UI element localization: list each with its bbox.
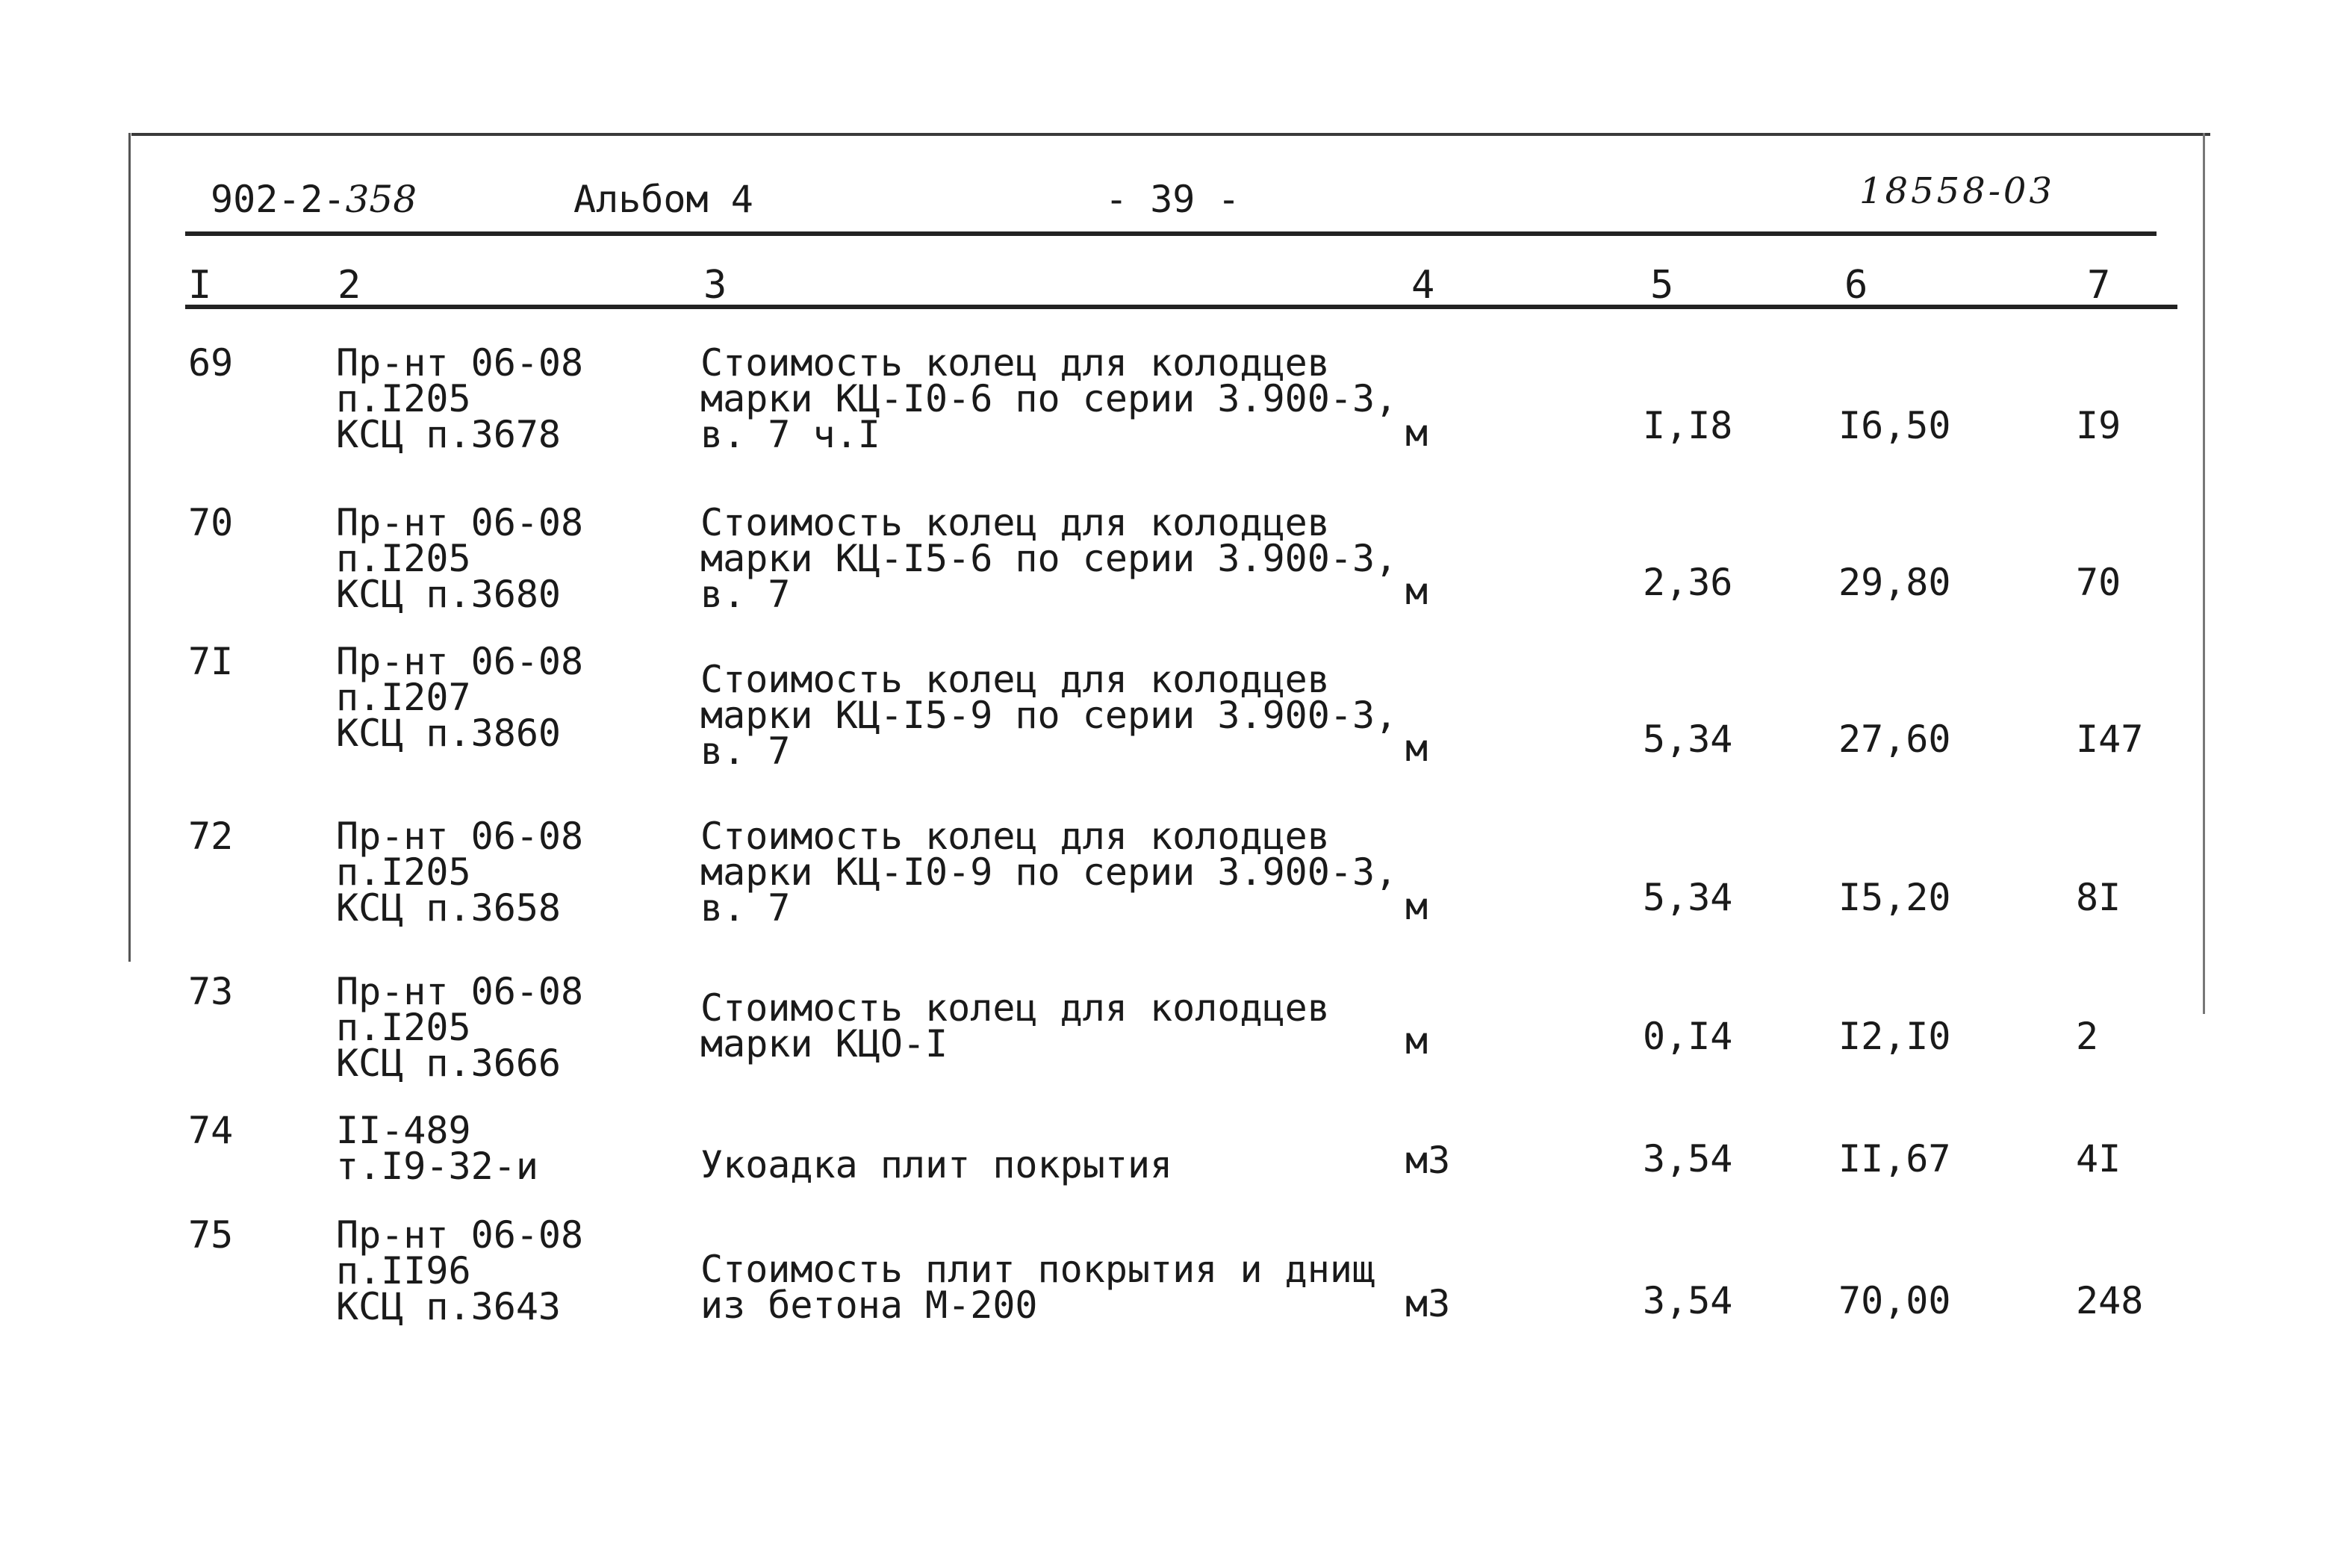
- row-unit: м: [1405, 885, 1428, 928]
- row-quantity: 3,54: [1643, 1279, 1733, 1322]
- column-number-1: I: [188, 263, 212, 308]
- column-number-7: 7: [2087, 263, 2111, 308]
- row-quantity: 0,I4: [1643, 1015, 1733, 1058]
- row-unit: м3: [1405, 1139, 1451, 1182]
- document-code: [211, 178, 417, 221]
- row-quantity: I,I8: [1643, 404, 1733, 447]
- column-header-rule: [185, 305, 2177, 309]
- row-unit: м: [1405, 1019, 1428, 1063]
- column-number-5: 5: [1650, 263, 1674, 308]
- row-description: Стоимость колец для колодцев марки КЦ-I5-9 по серии 3.900-3, в. 7: [700, 658, 1398, 773]
- row-unit: м: [1405, 570, 1428, 613]
- column-number-6: 6: [1844, 263, 1868, 308]
- row-quantity: 5,34: [1643, 718, 1733, 761]
- row-quantity: 5,34: [1643, 876, 1733, 919]
- column-number-2: 2: [338, 263, 361, 308]
- row-number: 75: [188, 1213, 234, 1257]
- document-code-handwritten: 358: [345, 178, 417, 221]
- row-unit: м: [1405, 411, 1428, 455]
- row-unit: м: [1405, 727, 1428, 770]
- row-total: I47: [2076, 718, 2144, 761]
- row-basis: Пр-нт 06-08 п.I205 КСЦ п.3658: [336, 815, 584, 930]
- row-number: 7I: [188, 640, 234, 683]
- row-total: 2: [2076, 1015, 2099, 1058]
- row-description: Стоимость колец для колодцев марки КЦ-I0-9 по серии 3.900-3, в. 7: [700, 815, 1398, 930]
- page-frame-left: [128, 133, 131, 962]
- row-basis: Пр-нт 06-08 п.I205 КСЦ п.3666: [336, 970, 584, 1085]
- row-basis: Пр-нт 06-08 п.II96 КСЦ п.3643: [336, 1213, 584, 1328]
- row-quantity: 3,54: [1643, 1137, 1733, 1180]
- row-total: 70: [2076, 561, 2121, 604]
- page-frame-top: [131, 133, 2210, 136]
- registration-number: 18558-03: [1859, 170, 2055, 212]
- row-number: 74: [188, 1109, 234, 1152]
- album-label: Альбом 4: [573, 178, 753, 221]
- row-unit-price: 70,00: [1838, 1279, 1951, 1322]
- row-description: Укоадка плит покрытия: [700, 1143, 1173, 1186]
- row-total: 4I: [2076, 1137, 2121, 1180]
- row-total: 248: [2076, 1279, 2144, 1322]
- row-number: 70: [188, 501, 234, 544]
- row-quantity: 2,36: [1643, 561, 1733, 604]
- row-unit-price: I6,50: [1838, 404, 1951, 447]
- row-unit-price: 29,80: [1838, 561, 1951, 604]
- row-number: 72: [188, 815, 234, 858]
- row-unit-price: I2,I0: [1838, 1015, 1951, 1058]
- document-code-printed: 902-2-: [211, 178, 346, 221]
- row-description: Стоимость колец для колодцев марки КЦО-I: [700, 986, 1330, 1065]
- row-basis: Пр-нт 06-08 п.I205 КСЦ п.3678: [336, 341, 584, 456]
- row-description: Стоимость плит покрытия и днищ из бетона М-200: [700, 1248, 1375, 1327]
- row-unit-price: II,67: [1838, 1137, 1951, 1180]
- page-frame-right: [2203, 133, 2205, 1014]
- row-description: Стоимость колец для колодцев марки КЦ-I5-6 по серии 3.900-3, в. 7: [700, 501, 1398, 616]
- row-total: I9: [2076, 404, 2121, 447]
- page-number: - 39 -: [1105, 178, 1240, 221]
- row-unit-price: 27,60: [1838, 718, 1951, 761]
- header-rule: [185, 231, 2157, 236]
- column-number-3: 3: [703, 263, 727, 308]
- row-basis: Пр-нт 06-08 п.I207 КСЦ п.3860: [336, 640, 584, 755]
- row-number: 69: [188, 341, 234, 385]
- row-unit: м3: [1405, 1282, 1451, 1325]
- row-total: 8I: [2076, 876, 2121, 919]
- row-number: 73: [188, 970, 234, 1013]
- row-description: Стоимость колец для колодцев марки КЦ-I0-6 по серии 3.900-3, в. 7 ч.I: [700, 341, 1398, 456]
- row-basis: Пр-нт 06-08 п.I205 КСЦ п.3680: [336, 501, 584, 616]
- row-unit-price: I5,20: [1838, 876, 1951, 919]
- row-basis: II-489 т.I9-32-и: [336, 1109, 538, 1188]
- column-number-4: 4: [1411, 263, 1435, 308]
